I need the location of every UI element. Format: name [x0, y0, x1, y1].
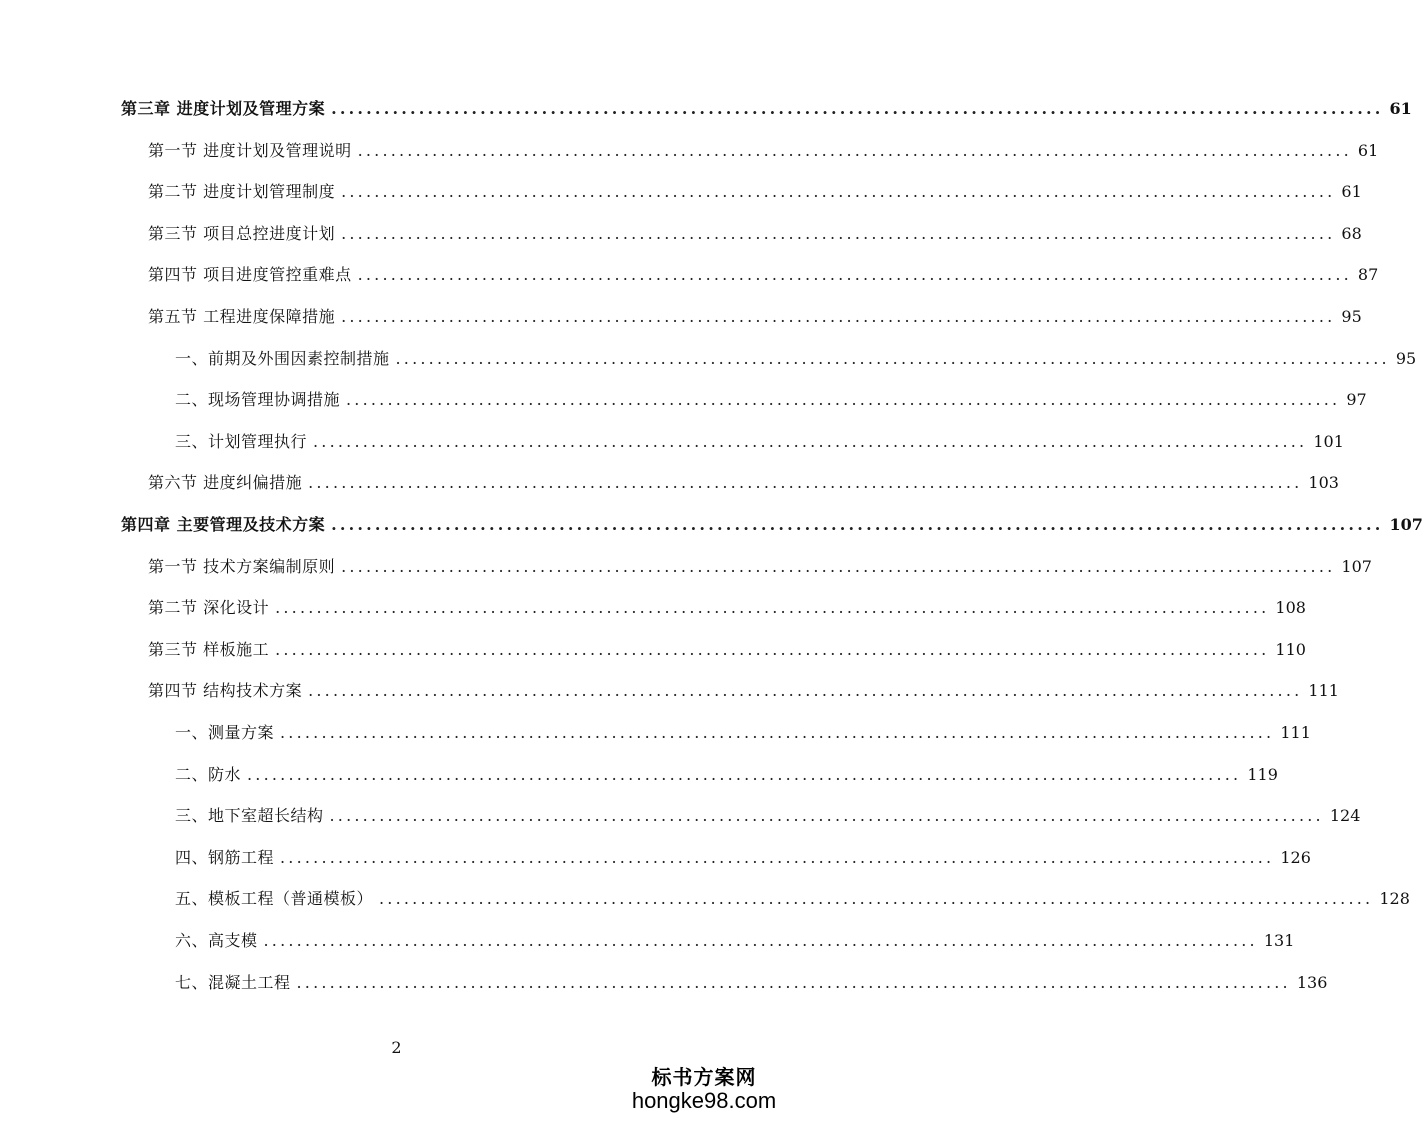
toc-leader-dots: ........................................................................................................................ [247, 764, 1242, 784]
toc-entry-page: 101 [1313, 431, 1344, 451]
toc-entry-page: 111 [1280, 723, 1311, 742]
toc-entry-label: 一、前期及外围因素控制措施 [175, 348, 390, 368]
toc-section-entry[interactable] [148, 554, 1372, 580]
watermark-url: hongke98.com [631, 1088, 777, 1113]
toc-entry-label: 第三节 项目总控进度计划 [148, 223, 336, 243]
toc-entry-label: 第二节 进度计划管理制度 [148, 182, 336, 202]
toc-entry-page: 107 [1341, 556, 1372, 576]
toc-leader-dots: ........................................................................................................................ [341, 182, 1336, 202]
toc-leader-dots: ........................................................................................................................ [357, 140, 1352, 160]
toc-entry-page: 97 [1346, 390, 1367, 410]
toc-section-entry[interactable] [148, 637, 1306, 663]
toc-leader-dots: ........................................................................................................................ [341, 307, 1336, 326]
toc-entry-label: 七、混凝土工程 [175, 972, 291, 992]
toc-subsection-entry[interactable] [175, 762, 1278, 788]
toc-leader-dots: ........................................................................................................................ [308, 473, 1303, 493]
toc-section-entry[interactable] [148, 221, 1362, 247]
toc-entry-label: 第一节 进度计划及管理说明 [148, 140, 352, 160]
toc-entry-page: 61 [1389, 99, 1412, 118]
toc-entry-page: 131 [1263, 931, 1295, 950]
watermark-title: 标书方案网 [651, 1065, 757, 1089]
toc-section-entry[interactable] [148, 678, 1339, 704]
toc-entry-page: 111 [1308, 681, 1339, 701]
toc-subsection-entry[interactable] [175, 387, 1367, 413]
toc-leader-dots: ........................................................................................................................ [346, 390, 1341, 410]
toc-leader-dots: ........................................................................................................................ [379, 889, 1374, 909]
toc-leader-dots: ........................................................................................................................ [263, 931, 1258, 950]
toc-section-entry[interactable] [148, 179, 1362, 205]
toc-entry-page: 107 [1389, 515, 1423, 534]
toc-entry-page: 95 [1341, 307, 1362, 326]
toc-entry-label: 三、地下室超长结构 [175, 806, 324, 826]
toc-leader-dots: ........................................................................................................................ [280, 847, 1275, 867]
toc-entry-page: 61 [1341, 182, 1362, 202]
toc-entry-page: 124 [1329, 806, 1361, 826]
toc-subsection-entry[interactable] [175, 429, 1344, 455]
toc-entry-page: 119 [1247, 764, 1278, 784]
toc-leader-dots: ........................................................................................................................ [341, 556, 1336, 576]
toc-subsection-entry[interactable] [175, 845, 1311, 871]
toc-entry-page: 87 [1357, 265, 1379, 285]
toc-leader-dots: ........................................................................................................................ [313, 431, 1308, 451]
toc-entry-page: 136 [1296, 972, 1328, 992]
toc-subsection-entry[interactable] [175, 928, 1295, 954]
toc-entry-label: 第三章 进度计划及管理方案 [121, 99, 326, 118]
toc-leader-dots: ........................................................................................................................ [308, 681, 1303, 701]
toc-entry-label: 二、现场管理协调措施 [175, 390, 341, 410]
toc-section-entry[interactable] [148, 262, 1379, 288]
toc-leader-dots: ........................................................................................................................ [357, 265, 1352, 285]
toc-leader-dots: ........................................................................................................................ [275, 639, 1270, 659]
toc-entry-label: 四、钢筋工程 [175, 847, 275, 867]
toc-subsection-entry[interactable] [175, 720, 1311, 746]
toc-section-entry[interactable] [148, 470, 1339, 496]
toc-entry-page: 128 [1379, 889, 1410, 909]
toc-section-entry[interactable] [148, 304, 1362, 330]
toc-chapter-entry[interactable] [121, 96, 1412, 122]
toc-entry-label: 第二节 深化设计 [148, 598, 270, 618]
toc-entry-label: 六、高支模 [175, 931, 258, 950]
toc-leader-dots: ........................................................................................................................ [329, 806, 1324, 826]
toc-entry-page: 108 [1275, 598, 1306, 618]
toc-subsection-entry[interactable] [175, 346, 1417, 372]
toc-entry-label: 五、模板工程（普通模板） [175, 889, 374, 909]
toc-entry-page: 68 [1341, 223, 1362, 243]
toc-leader-dots: ........................................................................................................................ [296, 972, 1291, 992]
toc-entry-page: 110 [1275, 639, 1306, 659]
toc-leader-dots: ........................................................................................................................ [395, 348, 1390, 368]
toc-leader-dots: ........................................................................................................................ [331, 515, 1384, 534]
toc-entry-page: 103 [1308, 473, 1339, 493]
toc-entry-label: 三、计划管理执行 [175, 431, 308, 451]
toc-entry-label: 第一节 技术方案编制原则 [148, 556, 336, 576]
toc-entry-label: 一、测量方案 [175, 723, 275, 742]
toc-subsection-entry[interactable] [175, 886, 1410, 912]
toc-section-entry[interactable] [148, 595, 1306, 621]
toc-entry-page: 61 [1357, 140, 1379, 160]
toc-entry-label: 第六节 进度纠偏措施 [148, 473, 303, 493]
toc-leader-dots: ........................................................................................................................ [275, 598, 1270, 618]
toc-leader-dots: ........................................................................................................................ [280, 723, 1275, 742]
toc-chapter-entry[interactable] [121, 512, 1423, 538]
toc-entry-label: 第三节 样板施工 [148, 639, 270, 659]
toc-entry-label: 第五节 工程进度保障措施 [148, 307, 336, 326]
toc-entry-label: 第四章 主要管理及技术方案 [121, 515, 326, 534]
toc-leader-dots: ........................................................................................................................ [341, 223, 1336, 243]
toc-section-entry[interactable] [148, 138, 1379, 164]
toc-subsection-entry[interactable] [175, 970, 1328, 996]
toc-entry-page: 95 [1395, 348, 1417, 368]
watermark-logo [629, 1061, 779, 1114]
toc-entry-label: 第四节 项目进度管控重难点 [148, 265, 352, 285]
toc-entry-page: 126 [1280, 847, 1311, 867]
toc-subsection-entry[interactable] [175, 803, 1361, 829]
toc-entry-label: 二、防水 [175, 764, 242, 784]
toc-leader-dots: ........................................................................................................................ [331, 99, 1384, 118]
toc-entry-label: 第四节 结构技术方案 [148, 681, 303, 701]
page-number: 2 [391, 1038, 402, 1057]
